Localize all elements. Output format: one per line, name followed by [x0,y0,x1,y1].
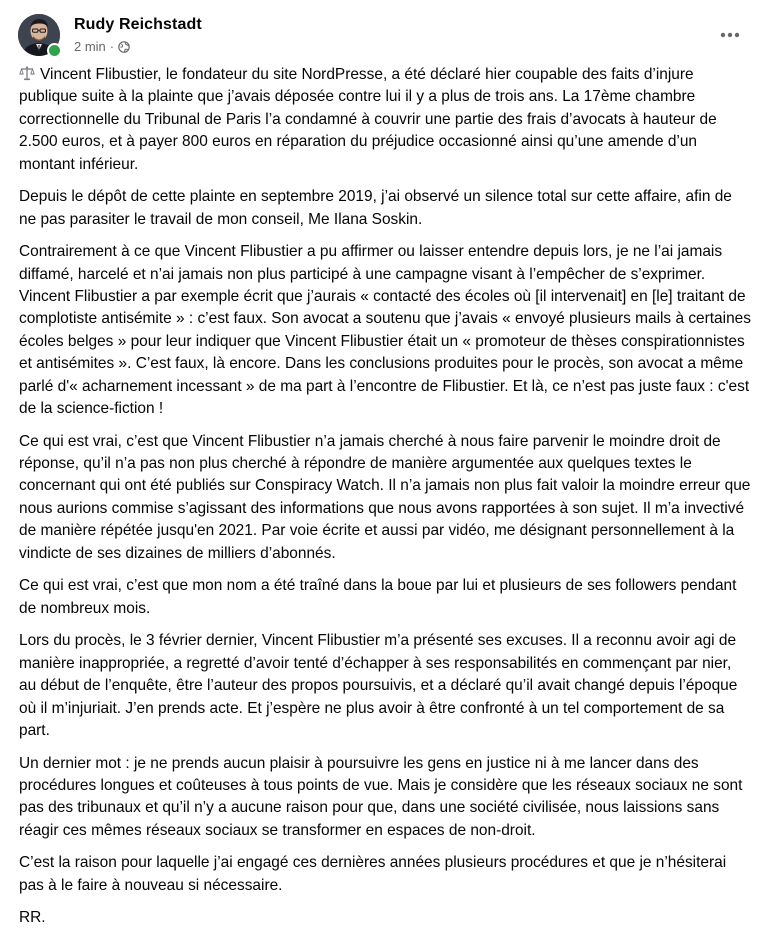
globe-icon[interactable] [118,41,130,53]
post-paragraph-9: RR. [19,909,46,927]
paragraph-text: Vincent Flibustier, le fondateur du site NordPresse, a été déclaré hier coupable des faits d’injure publique suite à la plainte que j’avais déposée contre lui il y a plus de trois ans. La 17ème chambre correctionnelle du Tribunal de Paris l’a condamné à couvrir une partie des frais d’avocats à hauteur de 2.500 euros, et à payer 800 euros en réparation du préjudice occasionné ainsi qu’une amende d’un montant inférieur. [19,66,717,173]
post-paragraph-1 [19,64,751,176]
post-paragraph-4: Ce qui est vrai, c’est que Vincent Flibustier n’a jamais cherché à nous faire parvenir le moindre droit de réponse, qu’il n’a pas non plus cherché à répondre de manière argumentée aux quelques textes le concernant qui ont été publiés sur Conspiracy Watch. Il n’a jamais non plus fait valoir la moindre erreur que nous aurions commise s’agissant des informations que nous avons rapportées à son sujet. Il m’a invectivé de manière répétée jusqu'en 2021. Par voie écrite et aussi par vidéo, me désignant personnellement à la vindicte de ses dizaines de milliers d’abonnés. [19,432,751,562]
avatar[interactable] [18,14,60,56]
post-paragraph-5: Ce qui est vrai, c’est que mon nom a été traîné dans la boue par lui et plusieurs de ses followers pendant de nombreux mois. [19,577,737,617]
meta-separator: · [109,39,115,54]
post-header [18,14,751,60]
more-options-icon [720,32,740,38]
post-time[interactable]: 2 min [74,39,106,54]
post-paragraph-6: Lors du procès, le 3 février dernier, Vincent Flibustier m’a présenté ses excuses. Il a reconnu avoir agi de manière inappropriée, a regretté d’avoir tenté d’échapper à ses responsabilités en commençant par nier, au début de l’enquête, être l’auteur des propos poursuivis, et a déclaré qu’il avait changé depuis l’époque où il m’injuriait. J’en prends acte. Et j’espère ne plus avoir à être confronté à un tel comportement de sa part. [19,632,738,739]
post-paragraph-8: C’est la raison pour laquelle j’ai engagé ces dernières années plusieurs procédures et que je n’hésiterai pas à le faire à nouveau si nécessaire. [19,854,727,894]
post-paragraph-3: Contrairement à ce que Vincent Flibustier a pu affirmer ou laisser entendre depuis lors, je ne l’ai jamais diffamé, harcelé et n’ai jamais non plus participé à une campagne visant à l’empêcher de s’exprimer. Vincent Flibustier a par exemple écrit que j’aurais « contacté des écoles où [il intervenait] en [le] traitant de complotiste antisémite » : c’est faux. Son avocat a soutenu que j’avais « envoyé plusieurs mails à certaines écoles belges » pour leur indiquer que Vincent Flibustier était un « promoteur de thèses conspirationnistes et antisémites ». C’est faux, là encore. Dans les conclusions produites pour le procès, son avocat a même parlé d'« acharnement incessant » de ma part à l’encontre de Flibustier. Et là, ce n’est pas juste faux : c'est de la science-fiction ! [19,243,751,418]
post-meta [74,39,130,54]
more-options-button[interactable] [713,18,747,52]
post-paragraph-2: Depuis le dépôt de cette plainte en septembre 2019, j’ai observé un silence total sur cette affaire, afin de ne pas parasiter le travail de mon conseil, Me Ilana Soskin. [19,188,732,228]
post-paragraph-7: Un dernier mot : je ne prends aucun plaisir à poursuivre les gens en justice ni à me lancer dans des procédures longues et coûteuses à tous points de vue. Mais je considère que les réseaux sociaux ne sont pas des tribunaux et qu’il n’y a aucune raison pour que, dans une société civilisée, nous laissions sans réagir ces mêmes réseaux sociaux se transformer en espaces de non-droit. [19,754,743,839]
balance-scale-icon [19,65,35,81]
post-body [19,64,751,940]
online-status-dot [47,43,62,58]
author-name[interactable]: Rudy Reichstadt [74,16,202,33]
